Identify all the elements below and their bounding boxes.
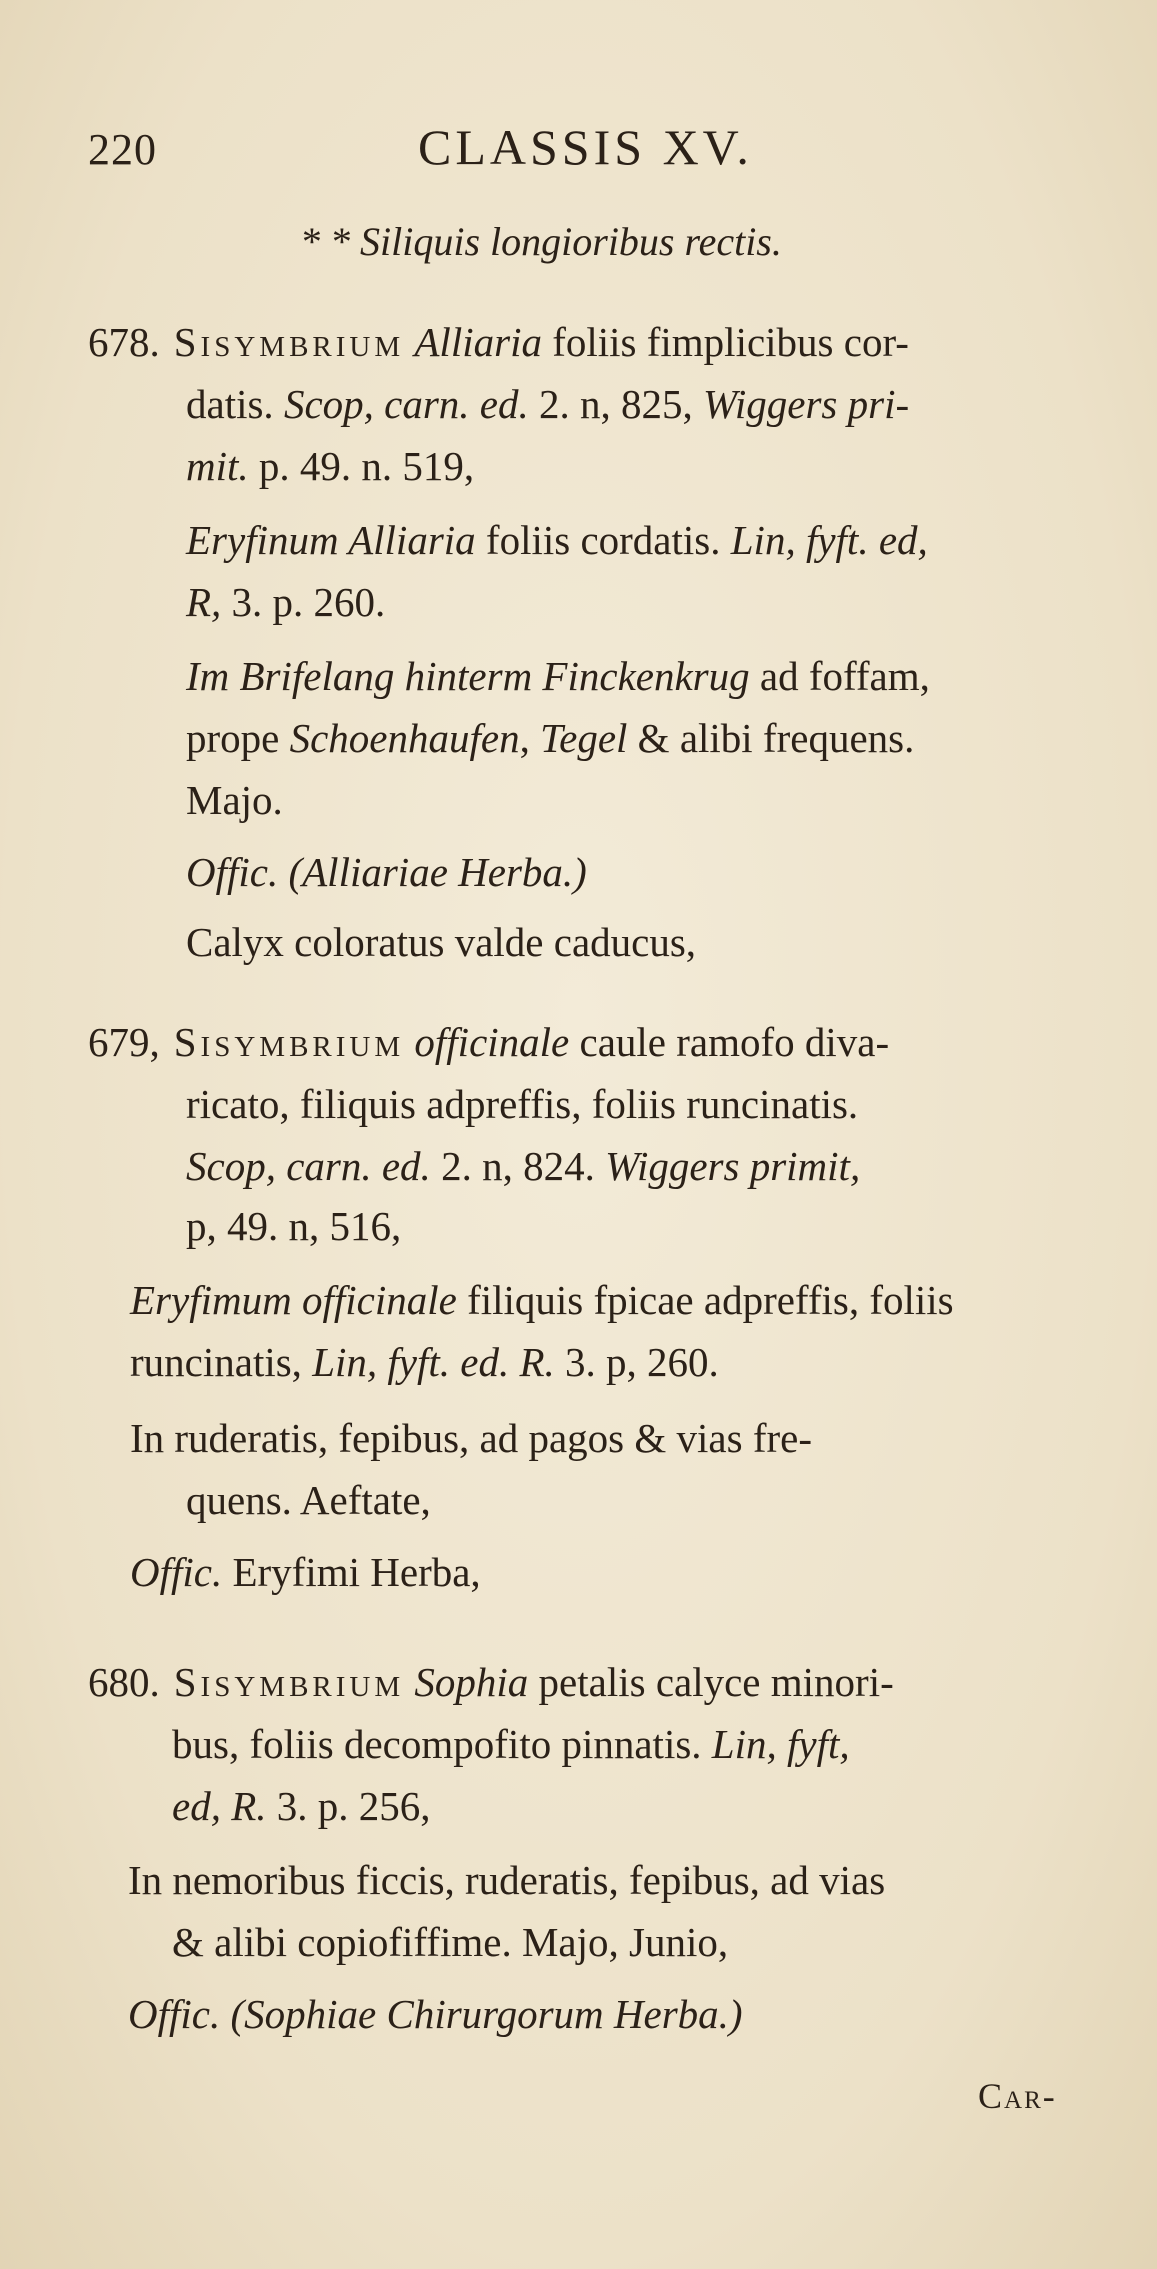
entry-678-line-3 — [186, 443, 475, 489]
citation: mit. — [186, 443, 249, 489]
entry-680-line-2 — [172, 1721, 850, 1767]
entry-680-line-3 — [172, 1783, 431, 1829]
entry-text: bus, foliis decompofito pinnatis. — [172, 1721, 712, 1767]
entry-text: ricato, filiquis adpreffis, foliis runcinatis. — [186, 1081, 859, 1127]
entry-678-offic — [186, 849, 587, 895]
entry-text: runcinatis, — [130, 1339, 313, 1385]
entry-text: 3. p. 260. — [221, 579, 386, 625]
entry-text: & alibi frequens. — [627, 715, 915, 761]
place-name: Tegel — [540, 715, 628, 761]
entry-680-habitat-line-1 — [128, 1857, 886, 1903]
entry-text: prope — [186, 715, 290, 761]
entry-text: , — [519, 715, 541, 761]
entry-678-line-1 — [88, 319, 909, 365]
habitat-text: Im — [186, 653, 240, 699]
species-name: Alliaria — [414, 319, 542, 365]
entry-text: 2. n, 824. — [430, 1143, 606, 1189]
entry-678-synonym-line-1 — [186, 517, 928, 563]
synonym-name: Eryfinum Alliaria — [186, 517, 476, 563]
species-name: Sophia — [414, 1659, 529, 1705]
entry-text: & alibi copiofiffime. Majo, Junio, — [172, 1919, 729, 1965]
entry-678-habitat-line-2 — [186, 715, 915, 761]
entry-text: In ruderatis, fepibus, ad pagos & vias fre- — [130, 1415, 812, 1461]
entry-text: datis. — [186, 381, 284, 427]
entry-678-habitat-line-3 — [186, 777, 283, 823]
section-heading: * * Siliquis longioribus rectis. — [300, 219, 782, 264]
catchword: Car- — [978, 2076, 1057, 2116]
entry-text: p. 49. n. 519, — [248, 443, 475, 489]
citation: Scop, carn. ed. — [283, 381, 529, 427]
citation: ed, R. — [172, 1783, 267, 1829]
offic-text: Offic. (Alliariae Herba.) — [186, 849, 587, 895]
genus-name: Sisymbrium — [173, 319, 405, 365]
genus-name: Sisymbrium — [173, 1019, 405, 1065]
entry-679-synonym-line-1 — [130, 1277, 954, 1323]
entry-text: p, 49. n, 516, — [186, 1203, 402, 1249]
entry-678-line-2 — [186, 381, 910, 427]
entry-text: quens. Aeftate, — [186, 1477, 431, 1523]
offic-label: Offic. — [130, 1549, 223, 1595]
citation: R, — [186, 579, 222, 625]
place-name: Brifelang hinterm Finckenkrug — [239, 653, 750, 699]
entry-number: 678. — [88, 319, 160, 365]
entry-678-note — [186, 919, 697, 965]
entry-text: 2. n, 825, — [528, 381, 703, 427]
offic-text: Eryfimi Herba, — [222, 1549, 481, 1595]
entry-679-synonym-line-2 — [130, 1339, 719, 1385]
entry-text: caule ramofo diva- — [569, 1019, 890, 1065]
entry-number: 679, — [88, 1019, 160, 1065]
entry-679-line-1 — [88, 1019, 890, 1065]
entry-678-habitat-line-1 — [186, 653, 930, 699]
entry-680-offic — [128, 1991, 743, 2037]
offic-text: Offic. (Sophiae Chirurgorum Herba.) — [128, 1991, 743, 2037]
citation: Wiggers primit, — [605, 1143, 861, 1189]
entry-679-line-2 — [186, 1081, 859, 1127]
entry-680-line-1 — [88, 1659, 894, 1705]
entry-text: foliis cordatis. — [475, 517, 731, 563]
entry-text: Majo. — [186, 777, 283, 823]
genus-name: Sisymbrium — [173, 1659, 405, 1705]
entry-text: foliis fimplicibus cor- — [541, 319, 909, 365]
synonym-name: Eryfimum officinale — [130, 1277, 457, 1323]
citation: Lin, fyft. ed, — [730, 517, 928, 563]
entry-680-habitat-line-2 — [172, 1919, 729, 1965]
entry-text: petalis calyce minori- — [528, 1659, 894, 1705]
entry-679-habitat-line-1 — [130, 1415, 812, 1461]
entry-text: Calyx coloratus valde caducus, — [186, 919, 697, 965]
entry-text: In nemoribus ficcis, ruderatis, fepibus, ad vias — [128, 1857, 886, 1903]
citation: Lin, fyft, — [711, 1721, 850, 1767]
entry-text: filiquis fpicae adpreffis, foliis — [456, 1277, 954, 1323]
citation: Wiggers pri- — [703, 381, 910, 427]
page-header-title: CLASSIS XV. — [418, 119, 753, 175]
entry-678-synonym-line-2 — [186, 579, 386, 625]
entry-679-line-3 — [186, 1143, 861, 1189]
species-name: officinale — [414, 1019, 570, 1065]
entry-679-habitat-line-2 — [186, 1477, 431, 1523]
entry-679-offic — [130, 1549, 481, 1595]
place-name: Schoenhaufen — [289, 715, 520, 761]
entry-number: 680. — [88, 1659, 160, 1705]
entry-text: ad foffam, — [749, 653, 930, 699]
page-number: 220 — [88, 125, 157, 174]
entry-679-line-4 — [186, 1203, 402, 1249]
entry-text: 3. p. 256, — [266, 1783, 431, 1829]
entry-text: 3. p, 260. — [554, 1339, 719, 1385]
citation: Scop, carn. ed. — [186, 1143, 431, 1189]
citation: Lin, fyft. ed. R. — [312, 1339, 555, 1385]
